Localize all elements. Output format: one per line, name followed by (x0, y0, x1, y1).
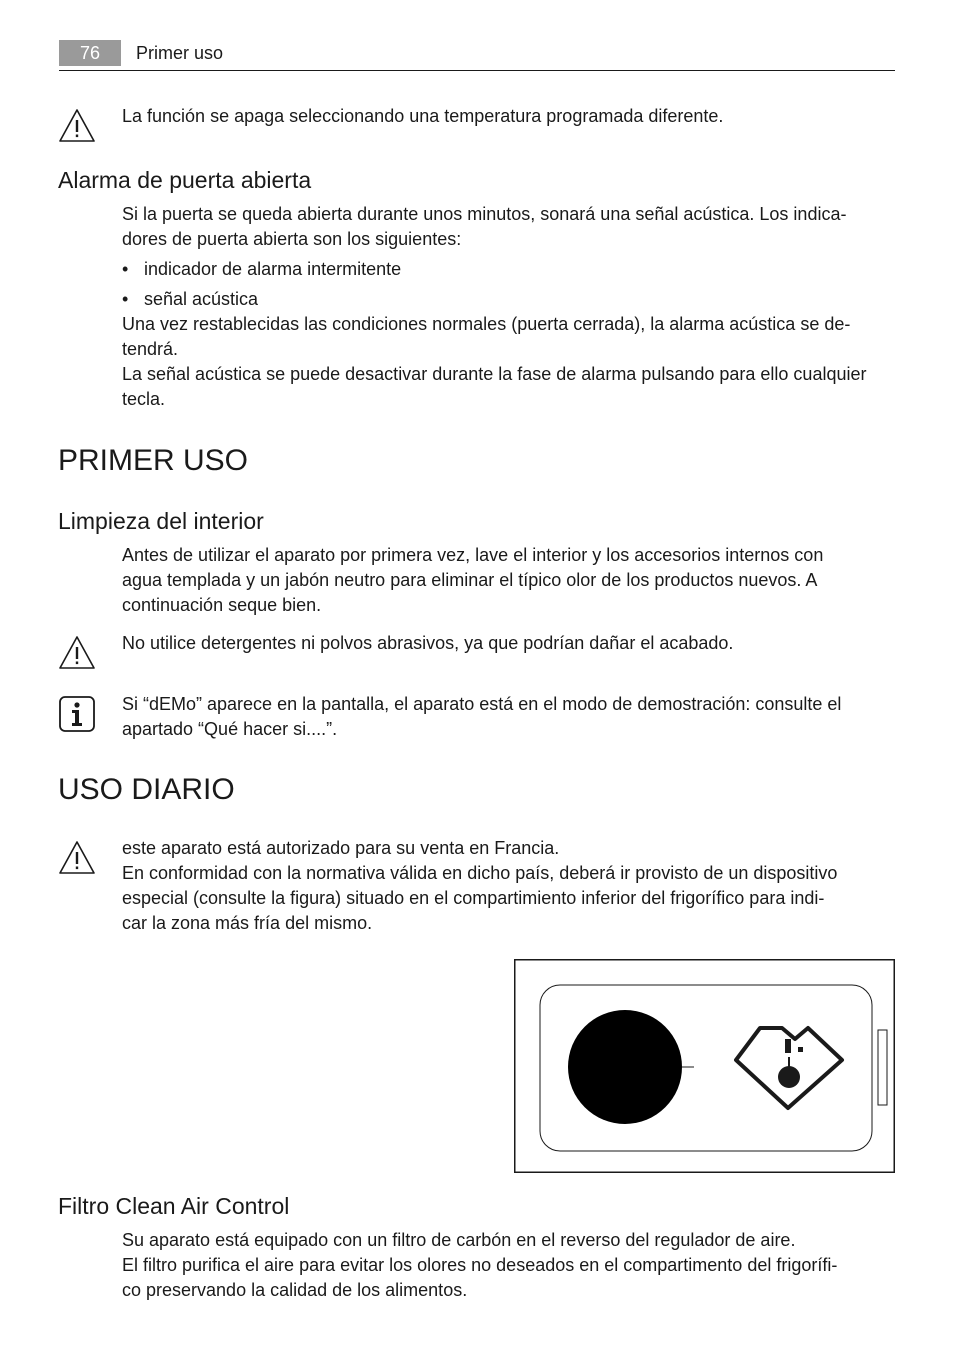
warning-triangle-icon (57, 838, 97, 878)
paragraph-line: Antes de utilizar el aparato por primera vez, lave el interior y los accesorios internos con (122, 545, 824, 565)
paragraph-line: co preservando la calidad de los alimentos. (122, 1280, 468, 1300)
paragraph-line: agua templada y un jabón neutro para eliminar el típico olor de los productos nuevos. A (122, 570, 818, 590)
warning-triangle-icon (57, 106, 97, 146)
running-title: Primer uso (136, 43, 224, 63)
warning-triangle-icon (57, 633, 97, 673)
page-number: 76 (59, 40, 121, 66)
warning-text-line: este aparato está autorizado para su venta en Francia. (122, 838, 560, 858)
paragraph-line: El filtro purifica el aire para evitar los olores no deseados en el compartimento del frigorífi- (122, 1255, 838, 1275)
section-heading-door-alarm: Alarma de puerta abierta (58, 167, 312, 193)
paragraph-line: La señal acústica se puede desactivar durante la fase de alarma pulsando para ello cualquier (122, 364, 867, 384)
chapter-heading-uso-diario: USO DIARIO (58, 773, 235, 806)
info-text-line: Si “dEMo” aparece en la pantalla, el aparato está en el modo de demostración: consulte el (122, 694, 842, 714)
paragraph-line: Si la puerta se queda abierta durante unos minutos, sonará una señal acústica. Los indica- (122, 204, 847, 224)
info-icon (57, 694, 97, 734)
warning-text: No utilice detergentes ni polvos abrasivos, ya que podrían dañar el acabado. (122, 633, 734, 653)
list-item (122, 257, 401, 282)
list-item-text: indicador de alarma intermitente (144, 259, 402, 279)
section-heading-filter: Filtro Clean Air Control (58, 1193, 290, 1219)
list-item (122, 287, 258, 312)
paragraph-line: tecla. (122, 389, 166, 409)
paragraph-line: Una vez restablecidas las condiciones normales (puerta cerrada), la alarma acústica se de- (122, 314, 851, 334)
bullet-marker: • (122, 289, 129, 309)
paragraph-line: continuación seque bien. (122, 595, 322, 615)
warning-text-line: especial (consulte la figura) situado en el compartimiento inferior del frigorífico para indi- (122, 888, 825, 908)
paragraph-line: tendrá. (122, 339, 179, 359)
list-item-text: señal acústica (144, 289, 259, 309)
info-text-line: apartado “Qué hacer si....”. (122, 719, 338, 739)
header-rule (59, 70, 895, 71)
section-heading-cleaning: Limpieza del interior (58, 508, 264, 534)
warning-text: La función se apaga seleccionando una temperatura programada diferente. (122, 106, 724, 126)
paragraph-line: Su aparato está equipado con un filtro de carbón en el reverso del regulador de aire. (122, 1230, 796, 1250)
chapter-heading-primer-uso: PRIMER USO (58, 444, 249, 477)
paragraph-line: dores de puerta abierta son los siguientes: (122, 229, 462, 249)
warning-text-line: car la zona más fría del mismo. (122, 913, 373, 933)
bullet-marker: • (122, 259, 129, 279)
warning-text-line: En conformidad con la normativa válida en dicho país, deberá ir provisto de un dispositivo (122, 863, 838, 883)
cold-zone-indicator-figure (514, 959, 895, 1173)
